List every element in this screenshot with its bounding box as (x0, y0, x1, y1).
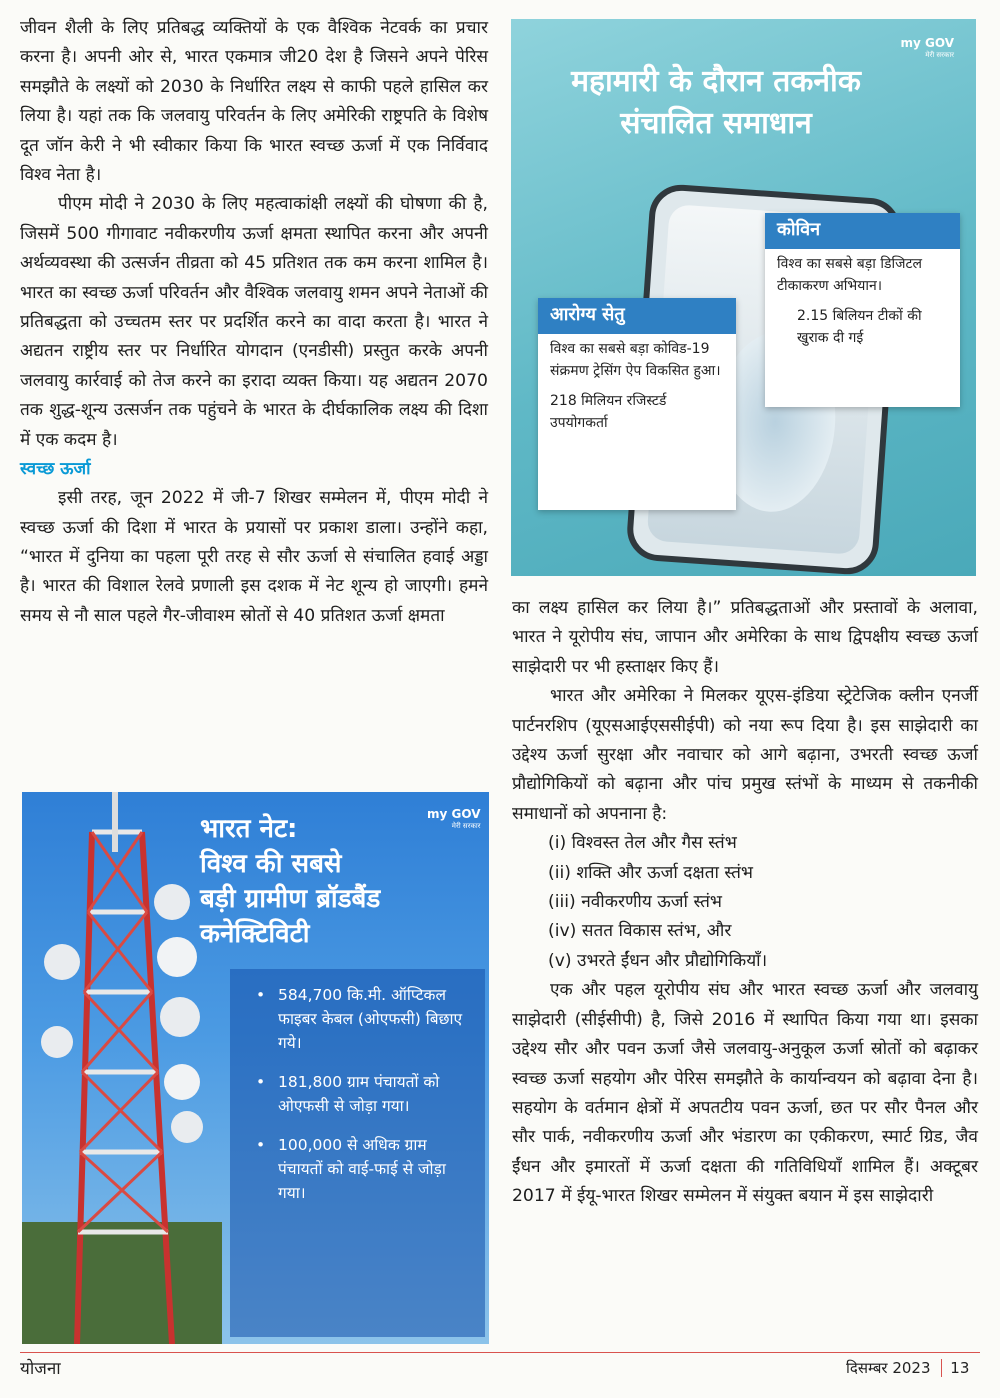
cowin-card-text: विश्व का सबसे बड़ा डिजिटल टीकाकरण अभियान। (777, 256, 923, 294)
right-paragraph-2: भारत और अमेरिका ने मिलकर यूएस-इंडिया स्ट्रेटेजिक क्लीन एनर्जी पार्टनरशिप (यूएसआईएससीईपी) को नया रूप दिया है। इस साझेदारी का उद्देश्य ऊर्जा सुरक्षा और नवाचार को आगे बढ़ाना, उभरती स्वच्छ ऊर्जा प्रौद्योगिकियों को बढ़ाना और पांच प्रमुख स्तंभों के माध्यम से तकनीकी समाधानों को अपनाना है: (512, 686, 978, 824)
aarogya-card-title: आरोग्य सेतु (538, 298, 736, 334)
cowin-card-stat: 2.15 बिलियन टीकों की खुराक दी गई (797, 308, 922, 346)
left-paragraph-3: इसी तरह, जून 2022 में जी-7 शिखर सम्मेलन में, पीएम मोदी ने स्वच्छ ऊर्जा की दिशा में भारत के प्रयासों पर प्रकाश डाला। उन्होंने कहा, “भारत में दुनिया का पहला पूरी तरह से सौर ऊर्जा से संचालित हवाई अड्डा है। भारत की विशाल रेलवे प्रणाली इस दशक में नेट शून्य हो जाएगी। हमने समय से नौ साल पहले गैर-जीवाश्म स्रोतों से 40 प्रतिशत ऊर्जा क्षमता (20, 488, 488, 626)
left-paragraph-2: पीएम मोदी ने 2030 के लिए महत्वाकांक्षी लक्ष्यों की घोषणा की है, जिसमें 500 गीगावाट नवीकरणीय ऊर्जा क्षमता स्थापित करना और अपनी अर्थव्यवस्था की उत्सर्जन तीव्रता को 45 प्रतिशत तक कम करना शामिल है। भारत का स्वच्छ ऊर्जा परिवर्तन और वैश्विक जलवायु शमन अपने नेताओं की प्रतिबद्धता को उच्चतम स्तर पर प्रदर्शित करने का वादा करता है। भारत ने अद्यतन राष्ट्रीय स्तर पर निर्धारित योगदान (एनडीसी) प्रस्तुत करके अपनी जलवायु कार्रवाई को तेज करने का इरादा व्यक्त किया। यह अद्यतन 2070 तक शुद्ध-शून्य उत्सर्जन तक पहुंचने के भारत के दीर्घकालिक लक्ष्य की दिशा में एक कदम है। (20, 194, 488, 450)
aarogya-setu-card (538, 298, 736, 510)
page-number: 13 (941, 1359, 969, 1377)
footer-rule (20, 1352, 980, 1353)
bharatnet-stat-item: • 584,700 कि.मी. ऑप्टिकल फाइबर केबल (ओएफसी) बिछाए गये। (250, 983, 475, 1055)
section-heading-clean-energy: स्वच्छ ऊर्जा (20, 459, 91, 480)
pillar-item: (iii) नवीकरणीय ऊर्जा स्तंभ (548, 892, 723, 913)
cowin-card-title: कोविन (765, 213, 960, 249)
mygov-logo: my GOV मेरी सरकार (900, 36, 954, 59)
left-column (20, 14, 488, 631)
issue-date: दिसम्बर 2023 (846, 1359, 931, 1377)
aarogya-card-text: विश्व का सबसे बड़ा कोविड-19 संक्रमण ट्रेसिंग ऐप विकसित हुआ। (550, 341, 721, 379)
mygov-logo: my GOV मेरी सरकार (427, 807, 481, 830)
left-paragraph-1: जीवन शैली के लिए प्रतिबद्ध व्यक्तियों के एक वैश्विक नेटवर्क का प्रचार करना है। अपनी ओर से, भारत एकमात्र जी20 देश है जिसने अपने पेरिस समझौते के लक्ष्यों को 2030 के निर्धारित लक्ष्य से काफी पहले हासिल कर लिया है। यहां तक कि जलवायु परिवर्तन के लिए अमेरिकी राष्ट्रपति के विशेष दूत जॉन केरी ने भी स्वीकार किया कि भारत स्वच्छ ऊर्जा में एक निर्विवाद विश्व नेता है। (20, 18, 488, 186)
bharatnet-stat-item: • 181,800 ग्राम पंचायतों को ओएफसी से जोड़ा गया। (250, 1070, 475, 1118)
right-column (512, 594, 978, 1212)
magazine-name: योजना (20, 1359, 61, 1379)
telecom-tower-image (22, 792, 222, 1344)
bharatnet-stats-box (230, 969, 485, 1337)
aarogya-card-stat: 218 मिलियन रजिस्टर्ड उपयोगकर्ता (550, 393, 667, 431)
right-paragraph-3: एक और पहल यूरोपीय संघ और भारत स्वच्छ ऊर्जा और जलवायु साझेदारी (सीईसीपी) है, जिसे 2016 में स्थापित किया गया था। इसका उद्देश्य सौर और पवन ऊर्जा जैसे जलवायु-अनुकूल ऊर्जा स्रोतों को बढ़ाकर स्वच्छ ऊर्जा सहयोग और पेरिस समझौते के कार्यान्वयन को बढ़ावा देना है। सहयोग के वर्तमान क्षेत्रों में अपतटीय पवन ऊर्जा, छत पर सौर पैनल और सौर पार्क, नवीकरणीय ऊर्जा और भंडारण का एकीकरण, स्मार्ट ग्रिड, जैव ईंधन और इमारतों में ऊर्जा दक्षता की गतिविधियाँ शामिल हैं। अक्टूबर 2017 में ईयू-भारत शिखर सम्मेलन में संयुक्त बयान में इस साझेदारी (512, 980, 978, 1207)
bharatnet-infographic (22, 792, 489, 1344)
right-paragraph-1: का लक्ष्य हासिल कर लिया है।” प्रतिबद्धताओं और प्रस्तावों के अलावा, भारत ने यूरोपीय संघ, जापान और अमेरिका के साथ द्विपक्षीय स्वच्छ ऊर्जा साझेदारी पर भी हस्ताक्षर किए हैं। (512, 598, 978, 677)
pillar-item: (iv) सतत विकास स्तंभ, और (548, 921, 732, 942)
covid-infographic-title: महामारी के दौरान तकनीक संचालित समाधान (571, 64, 861, 141)
pillar-item: (ii) शक्ति और ऊर्जा दक्षता स्तंभ (548, 862, 754, 883)
footer-issue-page (840, 1358, 969, 1378)
covid-tech-infographic (511, 19, 976, 576)
pillars-list (512, 829, 978, 976)
bharatnet-stat-item: • 100,000 से अधिक ग्राम पंचायतों को वाई-फाई से जोड़ा गया। (250, 1133, 475, 1205)
bharatnet-title: भारत नेट: विश्व की सबसे बड़ी ग्रामीण ब्रॉडबैंड कनेक्टिविटी (200, 814, 381, 949)
cowin-card (765, 213, 960, 407)
pillar-item: (v) उभरते ईंधन और प्रौद्योगिकियाँ। (548, 950, 768, 971)
pillar-item: (i) विश्वस्त तेल और गैस स्तंभ (548, 833, 737, 854)
